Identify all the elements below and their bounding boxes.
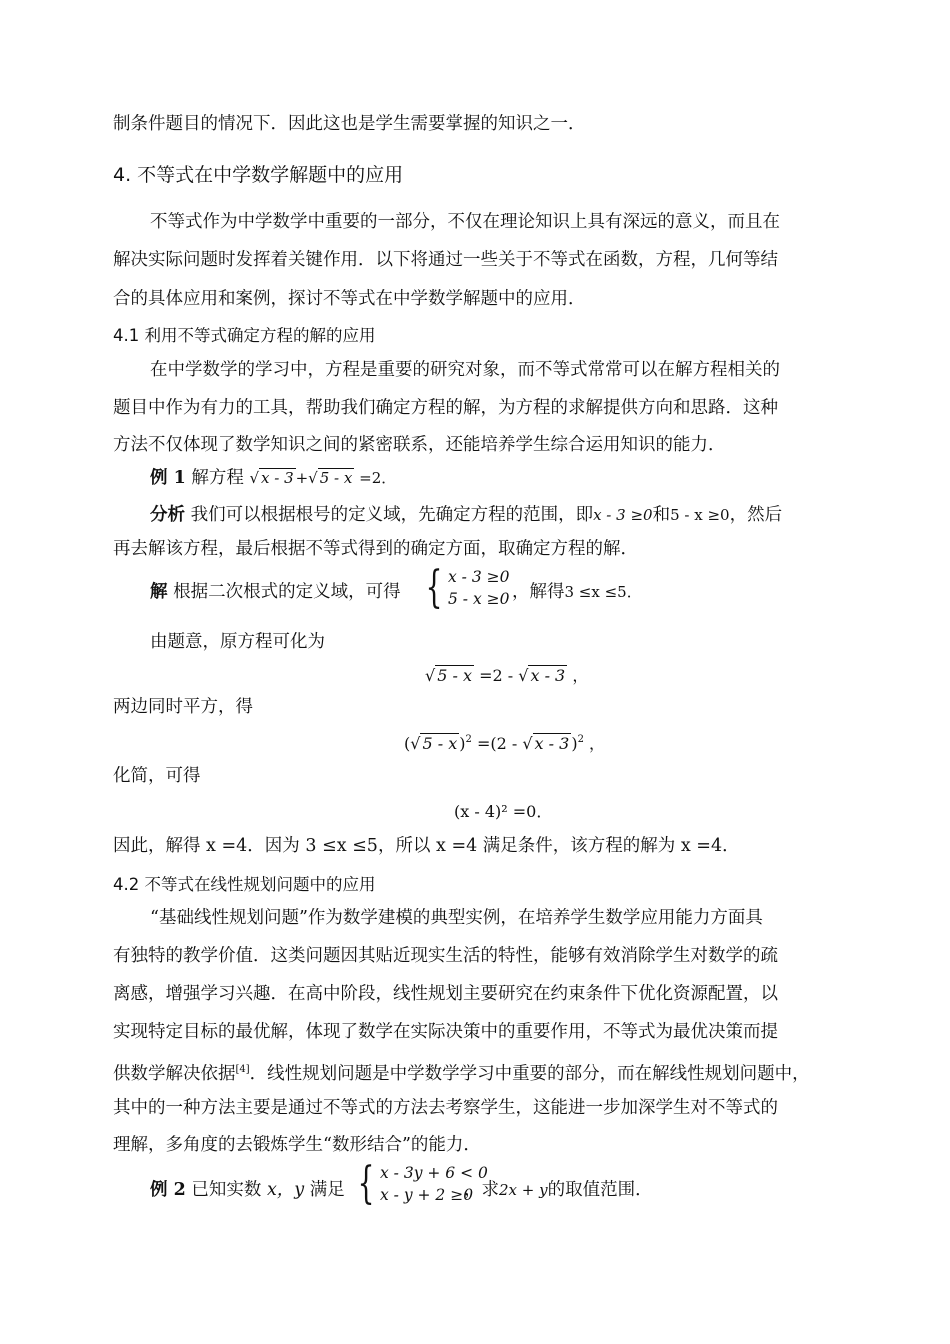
s41-para-line-3: 方法不仅体现了数学知识之间的紧密联系，还能培养学生综合运用知识的能力． [113, 435, 726, 455]
s42-para-line-4: 实现特定目标的最优解，体现了数学在实际决策中的重要作用，不等式为最优决策而提 [113, 1022, 778, 1042]
solution-result-math: 3 ≤x ≤5． [564, 583, 642, 601]
section-4-1-heading: 4.1 利用不等式确定方程的解的应用 [113, 326, 376, 345]
solution-text: 根据二次根式的定义域，可得 [173, 582, 401, 602]
s41-para-line-2: 题目中作为有力的工具，帮助我们确定方程的解，为方程的求解提供方向和思路．这种 [113, 398, 778, 418]
eq2-radicand-2: x - 3 [534, 734, 570, 753]
s42-para-line-2: 有独特的教学价值．这类问题因其贴近现实生活的特性，能够有效消除学生对数学的疏 [113, 946, 778, 966]
section-4-2-heading: 4.2 不等式在线性规划问题中的应用 [113, 875, 376, 894]
example-1-radicand-2: 5 - x [319, 469, 353, 487]
eq2-mid: =(2 - [476, 734, 523, 753]
example-2-expr: 2x + y [499, 1181, 548, 1199]
solution-system-row-1: x - 3 ≥0 [448, 568, 510, 586]
equation-1: √ 5 - x =2 - √ x - 3 ， [425, 666, 589, 685]
eq2-end: ， [589, 734, 606, 753]
example-2-system: { x - 3y + 6 < 0 x - y + 2 ≥0 [357, 1158, 488, 1209]
solution-label: 解 [150, 582, 168, 602]
example-2-text-3: ，求 [464, 1180, 499, 1200]
analysis-line-2: 再去解该方程，最后根据不等式得到的确定方面，取确定方程的解． [113, 539, 638, 559]
solution-system-row-2: 5 - x ≥0 [448, 590, 510, 608]
example-2-label: 例 2 [150, 1180, 186, 1200]
eq1-radicand-2: x - 3 [530, 666, 566, 685]
analysis-math-2: 5 - x ≥0 [670, 506, 730, 524]
s42-para-line-3: 离感，增强学习兴趣．在高中阶段，线性规划主要研究在约束条件下优化资源配置，以 [113, 984, 778, 1004]
example-2-text-1: 已知实数 [191, 1180, 262, 1200]
s41-para-line-1: 在中学数学的学习中，方程是重要的研究对象，而不等式常常可以在解方程相关的 [150, 360, 780, 380]
analysis-line-1 [150, 503, 782, 527]
analysis-and: 和 [652, 505, 671, 525]
s42-para-line-7: 理解，多角度的去锻炼学生“数形结合”的能力． [113, 1135, 481, 1155]
intro-line-1: 不等式作为中学数学中重要的一部分，不仅在理论知识上具有深远的意义，而且在 [150, 212, 780, 232]
example-1: 例 1 解方程 √ x - 3 +√ 5 - x =2． [150, 468, 397, 488]
s42-para-line-1: “基础线性规划问题”作为数学建模的典型实例，在培养学生数学应用能力方面具 [150, 908, 763, 928]
eq1-mid: =2 - [479, 666, 519, 685]
by-question-line: 由题意，原方程可化为 [150, 632, 325, 652]
equation-3: (x - 4)² =0． [454, 802, 553, 821]
paragraph-line: 制条件题目的情况下．因此这也是学生需要掌握的知识之一． [113, 114, 586, 134]
s42-para-line-5 [113, 1058, 810, 1086]
analysis-math-1: x - 3 ≥0 [593, 506, 653, 524]
citation-ref[interactable]: [4] [235, 1064, 250, 1075]
s42-para-line-5b: ．线性规划问题是中学数学学习中重要的部分，而在解线性规划问题中， [249, 1064, 810, 1084]
s42-para-line-5a: 供数学解决依据 [113, 1064, 236, 1084]
simplify-line: 化简，可得 [113, 766, 201, 786]
conclusion-line: 因此，解得 x =4．因为 3 ≤x ≤5，所以 x =4 满足条件，该方程的解为 x =4． [113, 836, 740, 856]
s42-para-line-6: 其中的一种方法主要是通过不等式的方法去考察学生，这能进一步加深学生对不等式的 [113, 1098, 778, 1118]
section-4-heading: 4. 不等式在中学数学解题中的应用 [113, 164, 404, 186]
example-2-vars: x，y [266, 1180, 305, 1200]
example-2-system-row-2: x - y + 2 ≥0 [380, 1186, 474, 1204]
eq1-radicand-1: 5 - x [437, 666, 472, 685]
equation-2: (√ 5 - x )$^2$ =(2 - √ x - 3 )$^2$ ， [404, 734, 606, 753]
example-2-system-row-1: x - 3y + 6 < 0 [380, 1164, 488, 1182]
example-1-label: 例 1 [150, 468, 186, 488]
eq1-end: ， [572, 666, 589, 685]
analysis-text-end: ，然后 [729, 505, 783, 525]
square-line: 两边同时平方，得 [113, 697, 253, 717]
example-2-line [150, 1178, 345, 1202]
solution-system: { x - 3 ≥0 5 - x ≥0 [425, 562, 510, 613]
solution-result-line [512, 580, 642, 604]
intro-line-2: 解决实际问题时发挥着关键作用．以下将通过一些关于不等式在函数，方程，几何等结 [113, 250, 778, 270]
example-1-rhs: =2． [359, 469, 397, 487]
example-1-text: 解方程 [191, 468, 244, 488]
solution-line [150, 580, 401, 604]
example-2-tail [464, 1178, 653, 1202]
intro-line-3: 合的具体应用和案例，探讨不等式在中学数学解题中的应用． [113, 289, 586, 309]
example-1-radicand-1: x - 3 [261, 469, 294, 487]
analysis-label: 分析 [150, 505, 185, 525]
example-2-text-2: 满足 [309, 1180, 345, 1200]
solution-result-text: ，解得 [512, 582, 565, 602]
example-2-text-4: 的取值范围． [547, 1180, 653, 1200]
analysis-text: 我们可以根据根号的定义域，先确定方程的范围，即 [190, 505, 594, 525]
eq2-radicand-1: 5 - x [422, 734, 458, 753]
